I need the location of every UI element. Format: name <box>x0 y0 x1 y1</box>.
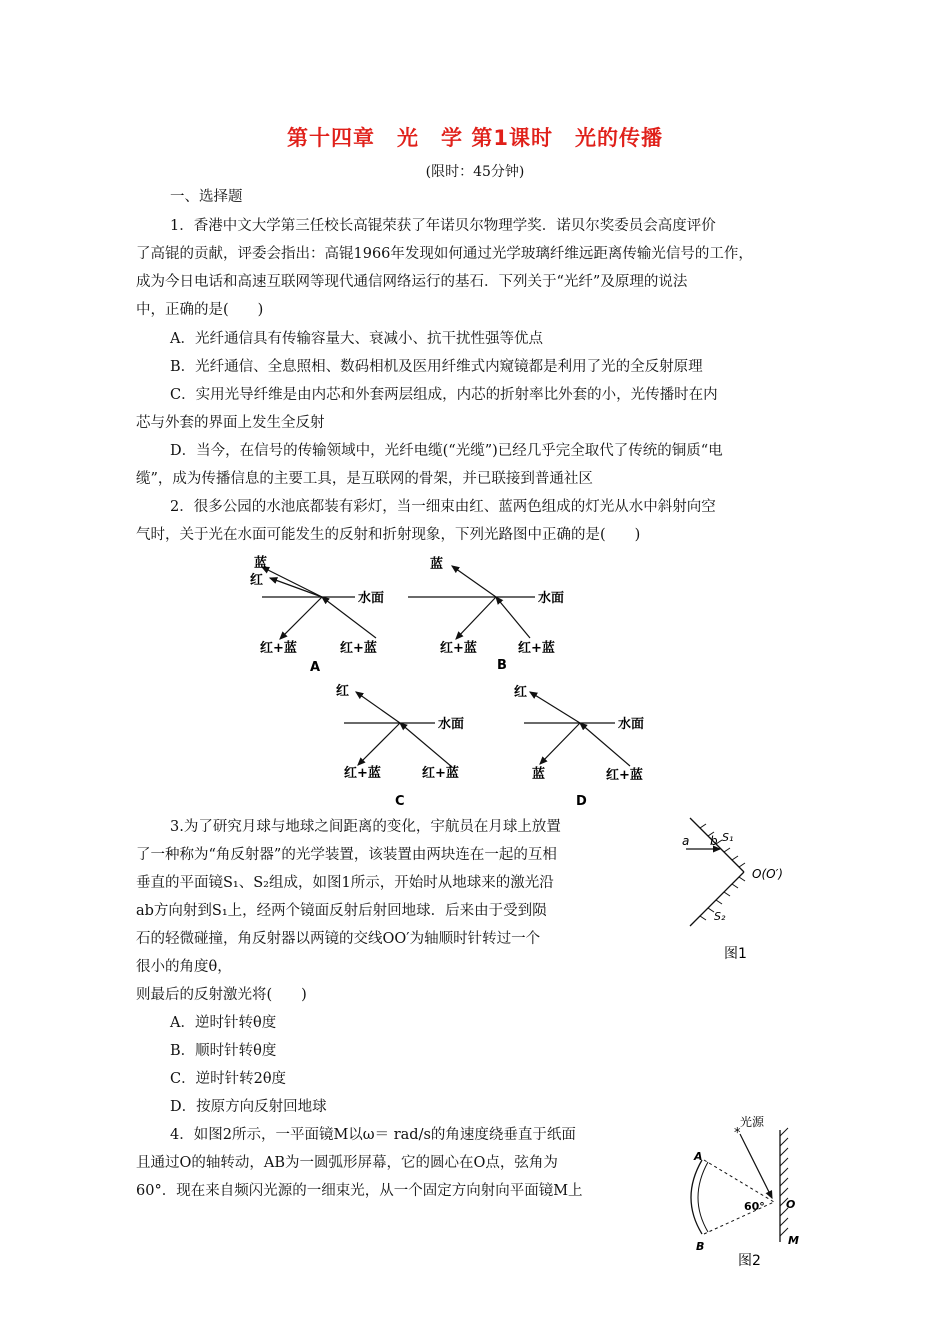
redblue-label: 红+蓝 <box>606 768 643 783</box>
water-label: 水面 <box>538 591 565 606</box>
q2-line-1: 2．很多公园的水池底都装有彩灯，当一细束由红、蓝两色组成的灯光从水中斜射向空 <box>170 499 716 515</box>
light-source-label: 光源 <box>740 1115 765 1129</box>
redblue-label: 红+蓝 <box>260 641 297 656</box>
redblue-label: 红+蓝 <box>518 641 555 656</box>
refracted-ray <box>452 566 496 597</box>
refracted-ray <box>356 692 400 723</box>
q1-line-2: 了高锟的贡献，评委会指出：高锟1966年发现如何通过光学玻璃纤维远距离传输光信号的工作， <box>136 246 753 262</box>
red-label: 红 <box>336 684 350 699</box>
reflected-ray <box>358 723 400 765</box>
s2-label: S₂ <box>714 910 726 923</box>
point-o-label: O <box>786 1198 796 1211</box>
figure-1-caption: 图1 <box>724 946 747 962</box>
q1-option-d: D．当今，在信号的传输领域中，光纤电缆(“光缆”)已经几乎完全取代了传统的铜质“电 <box>170 443 723 459</box>
water-label: 水面 <box>618 717 645 732</box>
figure-2-rotating-mirror <box>676 1110 816 1270</box>
refracted-ray-blue <box>262 567 322 597</box>
q3-line-3: 垂直的平面镜S₁、S₂组成，如图1所示，开始时从地球来的激光沿 <box>136 875 554 891</box>
light-ray <box>740 1134 772 1198</box>
q1-option-c: C．实用光导纤维是由内芯和外套两层组成，内芯的折射率比外套的小，光传播时在内 <box>170 387 718 403</box>
blue-label: 蓝 <box>254 556 268 571</box>
incident-ray <box>496 597 530 638</box>
q3-line-5: 石的轻微碰撞，角反射器以两镜的交线OO′为轴顺时针转过一个 <box>136 931 541 947</box>
reflected-ray <box>456 597 496 639</box>
s1-label: S₁ <box>722 831 734 844</box>
option-c-label: C <box>395 794 405 809</box>
time-limit: (限时：45分钟) <box>425 164 525 180</box>
q1-line-1: 1．香港中文大学第三任校长高锟荣获了年诺贝尔物理学奖．诺贝尔奖委员会高度评价 <box>170 218 716 234</box>
q1-option-b: B．光纤通信、全息照相、数码相机及医用纤维式内窥镜都是利用了光的全反射原理 <box>170 359 703 375</box>
q3-line-7: 则最后的反射激光将( ) <box>136 987 307 1003</box>
option-b-label: B <box>497 658 507 673</box>
q4-line-3: 60°．现在来自频闪光源的一细束光，从一个固定方向射向平面镜M上 <box>136 1183 583 1199</box>
water-label: 水面 <box>438 717 465 732</box>
q2-ray-diagrams <box>240 552 670 812</box>
q1-option-d-cont: 缆”，成为传播信息的主要工具，是互联网的骨架，并已联接到普通社区 <box>136 471 593 487</box>
figure-2-caption: 图2 <box>738 1253 761 1269</box>
diagram-d <box>514 684 644 809</box>
blue-label: 蓝 <box>532 767 546 782</box>
q1-line-4: 中，正确的是( ) <box>136 302 264 318</box>
refracted-ray <box>530 692 580 723</box>
q3-line-2: 了一种称为“角反射器”的光学装置，该装置由两块连在一起的互相 <box>136 847 557 863</box>
page-title: 第十四章 光 学 第1课时 光的传播 <box>287 126 663 150</box>
reflected-ray <box>280 597 322 639</box>
q1-line-3: 成为今日电话和高速互联网等现代通信网络运行的基石．下列关于“光纤”及原理的说法 <box>136 274 688 290</box>
point-a-label: A <box>694 1150 703 1163</box>
red-label: 红 <box>514 685 528 700</box>
redblue-label: 红+蓝 <box>340 641 377 656</box>
q3-line-6: 很小的角度θ， <box>136 959 232 975</box>
q3-option-b: B．顺时针转θ度 <box>170 1043 277 1059</box>
redblue-label: 红+蓝 <box>422 766 459 781</box>
q3-option-c: C．逆时针转2θ度 <box>170 1071 287 1087</box>
redblue-label: 红+蓝 <box>440 641 477 656</box>
axis-o-label: O(O′) <box>752 867 783 881</box>
angle-label: 60° <box>744 1200 765 1213</box>
red-label: 红 <box>250 573 264 588</box>
q1-option-a: A．光纤通信具有传输容量大、衰减小、抗干扰性强等优点 <box>170 331 543 347</box>
q3-option-a: A．逆时针转θ度 <box>170 1015 277 1031</box>
mirror-m-label: M <box>788 1234 799 1247</box>
q4-line-1: 4．如图2所示，一平面镜M以ω＝ rad/s的角速度绕垂直于纸面 <box>170 1127 576 1143</box>
section-heading: 一、选择题 <box>170 189 243 205</box>
diagram-a <box>250 555 384 675</box>
option-a-label: A <box>310 660 321 675</box>
q1-option-c-cont: 芯与外套的界面上发生全反射 <box>136 415 325 431</box>
q3-line-4: ab方向射到S₁上，经两个镜面反射后射回地球．后来由于受到陨 <box>136 903 547 919</box>
q3-line-1: 3.为了研究月球与地球之间距离的变化，宇航员在月球上放置 <box>170 819 561 835</box>
diagram-c <box>336 683 464 809</box>
option-d-label: D <box>576 794 587 809</box>
point-b-label: b <box>710 834 718 848</box>
q3-option-d: D．按原方向反射回地球 <box>170 1099 327 1115</box>
point-a-label: a <box>682 834 690 848</box>
refracted-ray-red <box>270 578 322 597</box>
arc-screen-ab <box>691 1160 702 1234</box>
figure-1-corner-reflector <box>676 812 806 972</box>
water-label: 水面 <box>358 591 385 606</box>
diagram-b <box>408 556 564 673</box>
blue-label: 蓝 <box>430 557 444 572</box>
q2-line-2: 气时，关于光在水面可能发生的反射和折射现象，下列光路图中正确的是( ) <box>136 527 641 543</box>
star-icon: * <box>734 1126 741 1141</box>
point-b-label: B <box>696 1240 705 1253</box>
reflected-ray <box>540 723 580 764</box>
redblue-label: 红+蓝 <box>344 766 381 781</box>
q4-line-2: 且通过O的轴转动，AB为一圆弧形屏幕，它的圆心在O点，弦角为 <box>136 1155 558 1171</box>
